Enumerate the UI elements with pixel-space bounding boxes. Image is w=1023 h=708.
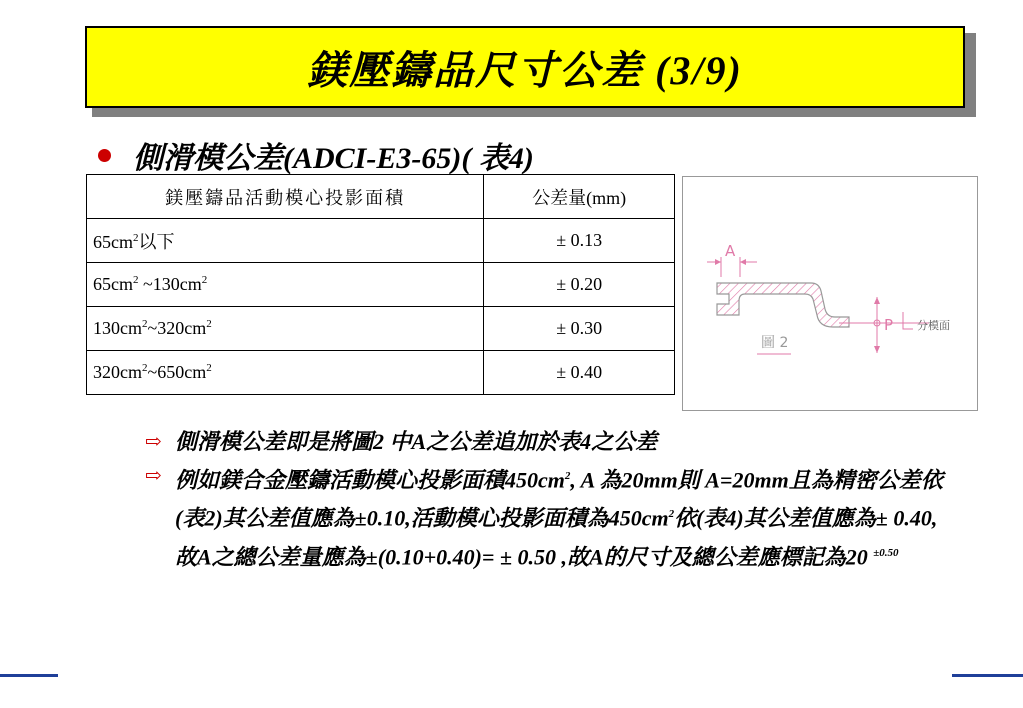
tolerance-cell: ± 0.40	[484, 351, 675, 395]
table-row	[87, 351, 675, 395]
arrow-right-icon: ⇨	[145, 465, 162, 487]
arrow-right-icon: ⇨	[145, 431, 162, 453]
header-area: 鎂壓鑄品活動模心投影面積	[87, 175, 484, 219]
p-arrowhead-top	[874, 297, 880, 304]
section-heading: 側滑模公差(ADCI-E3-65)( 表4)	[133, 142, 534, 175]
figure-2-diagram	[682, 176, 978, 411]
area-cell: $65cm^2$以下	[87, 219, 484, 263]
slide-mold-drawing	[683, 177, 977, 410]
table-row	[87, 307, 675, 351]
area-cell: $65cm^2$ $\sim 130cm^2$	[87, 263, 484, 307]
area-cell: $130cm^2\sim 320cm^2$	[87, 307, 484, 351]
figure-caption: 圖 2	[761, 335, 789, 351]
note-1-text: 側滑模公差即是將圖2 中A之公差追加於表4之公差	[175, 429, 658, 454]
area-cell: $320cm^2\sim 650cm^2$	[87, 351, 484, 395]
footer-line-right	[952, 674, 1023, 677]
table-row	[87, 219, 675, 263]
footer-line-left	[0, 674, 58, 677]
p-arrowhead-bottom	[874, 346, 880, 353]
tolerance-cell: ± 0.13	[484, 219, 675, 263]
arrowhead-left	[715, 259, 721, 265]
parting-surface-label: 分模面	[917, 319, 950, 332]
dimension-p-label: P	[884, 316, 894, 334]
notes-block	[145, 425, 965, 574]
section-bullet	[98, 133, 534, 177]
tolerance-cell: ± 0.20	[484, 263, 675, 307]
tolerance-table	[86, 174, 675, 395]
parting-bracket	[903, 312, 913, 329]
note-2	[145, 459, 965, 574]
tolerance-cell: ± 0.30	[484, 307, 675, 351]
bullet-dot-icon	[98, 149, 111, 162]
page-title: 鎂壓鑄品尺寸公差 (3/9)	[307, 47, 743, 93]
arrowhead-right	[740, 259, 746, 265]
note-2-text: 例如鎂合金壓鑄活動模心投影面積$450cm^2$, A 為20mm則 A=20mm且為精密公差依(表2)其公差值應為±0.10,活動模心投影面積為$450cm^2$依(表4)其公差值應為± 0.40, 故A之總公差量應為±(0.10+0.40)= ± 0.50 ,故A的尺寸及總公差應標記為20 $^{\pm 0.50}$	[175, 467, 943, 569]
note-1	[145, 425, 965, 459]
dimension-a-label: A	[725, 242, 736, 260]
header-tolerance: 公差量(mm)	[484, 175, 675, 219]
part-profile	[717, 283, 849, 327]
title-box	[85, 26, 965, 108]
table-row	[87, 263, 675, 307]
table-header-row	[87, 175, 675, 219]
